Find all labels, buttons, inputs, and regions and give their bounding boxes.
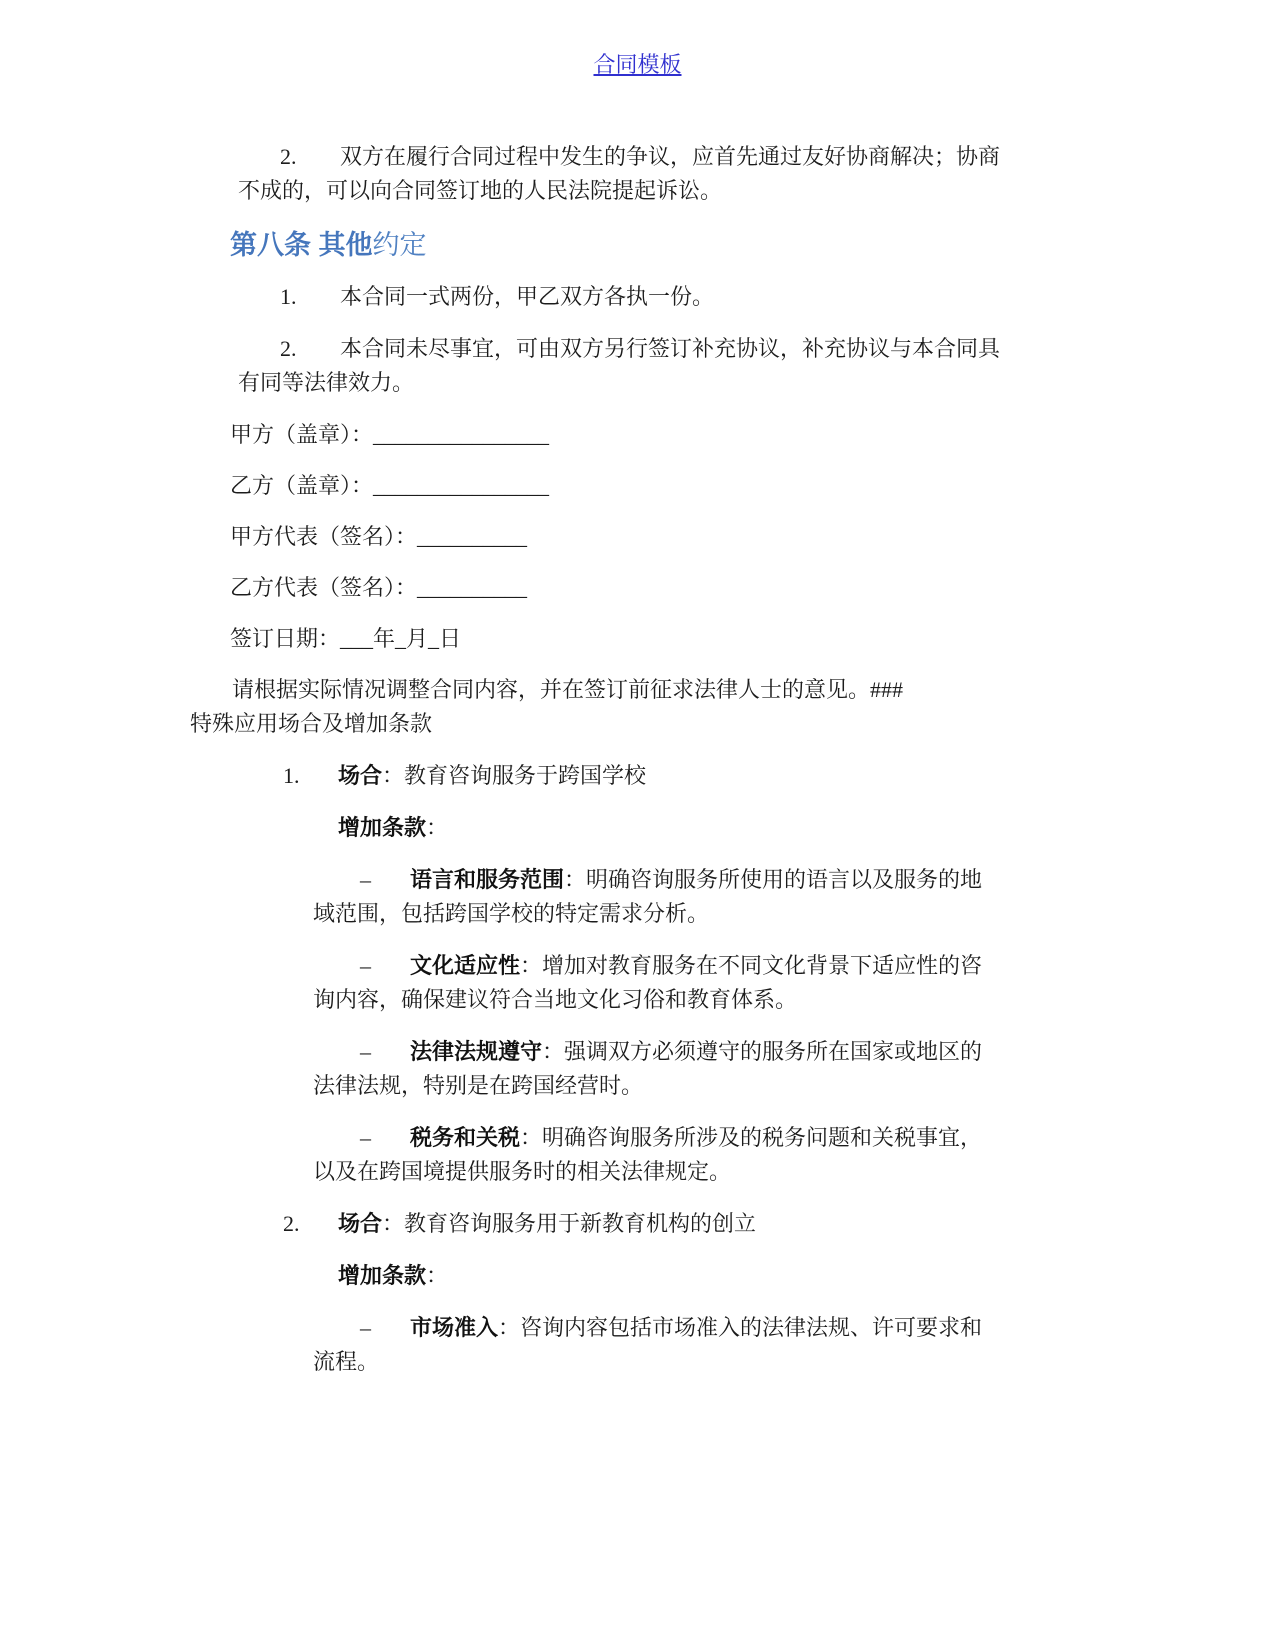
clause-text: ：明确咨询服务所使用的语言以及服务的地: [564, 867, 983, 892]
paragraph-line: [238, 280, 1275, 314]
paragraph-text: 不成的，可以向合同签订地的人民法院提起诉讼。: [238, 178, 723, 203]
list-number: 2.: [280, 336, 297, 361]
copies-clause-item: [238, 280, 1275, 314]
signature-label-and-blank: 乙方（盖章）：________________: [230, 473, 550, 498]
paragraph-line: [313, 897, 1275, 931]
date-label-and-blanks: 签订日期：___年_月_日: [230, 626, 462, 651]
dash-bullet: –: [360, 1125, 371, 1150]
clause-text: 询内容，确保建议符合当地文化习俗和教育体系。: [313, 987, 798, 1012]
paragraph-text: 本合同未尽事宜，可由双方另行签订补充协议，补充协议与本合同具: [340, 336, 1001, 361]
party-a-representative-line: [230, 520, 1275, 554]
clause-language-scope: [313, 863, 1275, 931]
paragraph-line: [313, 863, 1275, 897]
clause-text: ：明确咨询服务所涉及的税务问题和关税事宜，: [520, 1125, 983, 1150]
paragraph-line: [313, 1155, 1275, 1189]
dispute-clause-paragraph: [238, 140, 1275, 208]
list-number: 1.: [280, 284, 297, 309]
scenario-text: ：教育咨询服务用于新教育机构的创立: [382, 1211, 757, 1236]
clause-legal-compliance: [313, 1035, 1275, 1103]
paragraph-text: 请根据实际情况调整合同内容，并在签订前征求法律人士的意见。###: [232, 677, 904, 702]
dash-bullet: –: [360, 1315, 371, 1340]
paragraph-line: [238, 174, 1275, 208]
clause-tax-tariff: [313, 1121, 1275, 1189]
dash-bullet: –: [360, 867, 371, 892]
paragraph-line: [313, 1121, 1275, 1155]
party-b-representative-line: [230, 571, 1275, 605]
list-number: 2.: [283, 1211, 300, 1236]
clause-text: 域范围，包括跨国学校的特定需求分析。: [313, 901, 710, 926]
heading-regular-part: 约定: [372, 230, 427, 260]
signature-label-and-blank: 甲方（盖章）：________________: [230, 422, 550, 447]
paragraph-line: [313, 949, 1275, 983]
signing-date-line: [230, 622, 1275, 656]
clause-term: 市场准入: [410, 1315, 499, 1340]
clause-text: 法律法规，特别是在跨国经营时。: [313, 1073, 644, 1098]
added-clauses-term: 增加条款: [338, 1263, 427, 1288]
clause-term: 税务和关税: [410, 1125, 521, 1150]
added-clauses-colon: ：: [426, 815, 449, 840]
list-number: 2.: [280, 144, 297, 169]
document-title-link[interactable]: 合同模板: [593, 52, 682, 77]
paragraph-line: [313, 983, 1275, 1017]
scenario-term: 场合: [338, 763, 383, 788]
clause-term: 语言和服务范围: [410, 867, 565, 892]
added-clauses-label-1: [338, 811, 1275, 845]
paragraph-text: 本合同一式两份，甲乙双方各执一份。: [340, 284, 715, 309]
paragraph-text: 特殊应用场合及增加条款: [190, 711, 433, 736]
dash-bullet: –: [360, 953, 371, 978]
scenario-2-item: [283, 1207, 1275, 1241]
signature-label-and-blank: 甲方代表（签名）：__________: [230, 524, 528, 549]
signature-label-and-blank: 乙方代表（签名）：__________: [230, 575, 528, 600]
clause-text: 以及在跨国境提供服务时的相关法律规定。: [313, 1159, 732, 1184]
clause-text: ：强调双方必须遵守的服务所在国家或地区的: [542, 1039, 983, 1064]
paragraph-line: [313, 1345, 1275, 1379]
paragraph-text: 双方在履行合同过程中发生的争议，应首先通过友好协商解决；协商: [340, 144, 1001, 169]
added-clauses-label-2: [338, 1259, 1275, 1293]
paragraph-line: [190, 673, 1275, 707]
clause-term: 文化适应性: [410, 953, 521, 978]
clause-term: 法律法规遵守: [410, 1039, 543, 1064]
scenario-term: 场合: [338, 1211, 383, 1236]
heading-bold-part: 第八条 其他: [230, 230, 373, 260]
clause-text: 流程。: [313, 1349, 380, 1374]
document-header: [0, 48, 1275, 82]
added-clauses-term: 增加条款: [338, 815, 427, 840]
dash-bullet: –: [360, 1039, 371, 1064]
paragraph-line: [313, 1311, 1275, 1345]
legal-advice-note-paragraph: [190, 673, 1275, 741]
paragraph-line: [238, 366, 1275, 400]
clause-market-access: [313, 1311, 1275, 1379]
paragraph-text: 有同等法律效力。: [238, 370, 415, 395]
added-clauses-colon: ：: [426, 1263, 449, 1288]
paragraph-line: [190, 707, 1275, 741]
paragraph-line: [313, 1069, 1275, 1103]
paragraph-line: [313, 1035, 1275, 1069]
clause-text: ：增加对教育服务在不同文化背景下适应性的咨: [520, 953, 983, 978]
party-b-seal-line: [230, 469, 1275, 503]
clause-cultural-adaptability: [313, 949, 1275, 1017]
scenario-1-item: [283, 759, 1275, 793]
clause-text: ：咨询内容包括市场准入的法律法规、许可要求和: [498, 1315, 983, 1340]
scenario-text: ：教育咨询服务于跨国学校: [382, 763, 647, 788]
party-a-seal-line: [230, 418, 1275, 452]
supplement-clause-item: [238, 332, 1275, 400]
paragraph-line: [238, 140, 1275, 174]
list-number: 1.: [283, 763, 300, 788]
article-8-heading: [230, 226, 1275, 264]
paragraph-line: [238, 332, 1275, 366]
